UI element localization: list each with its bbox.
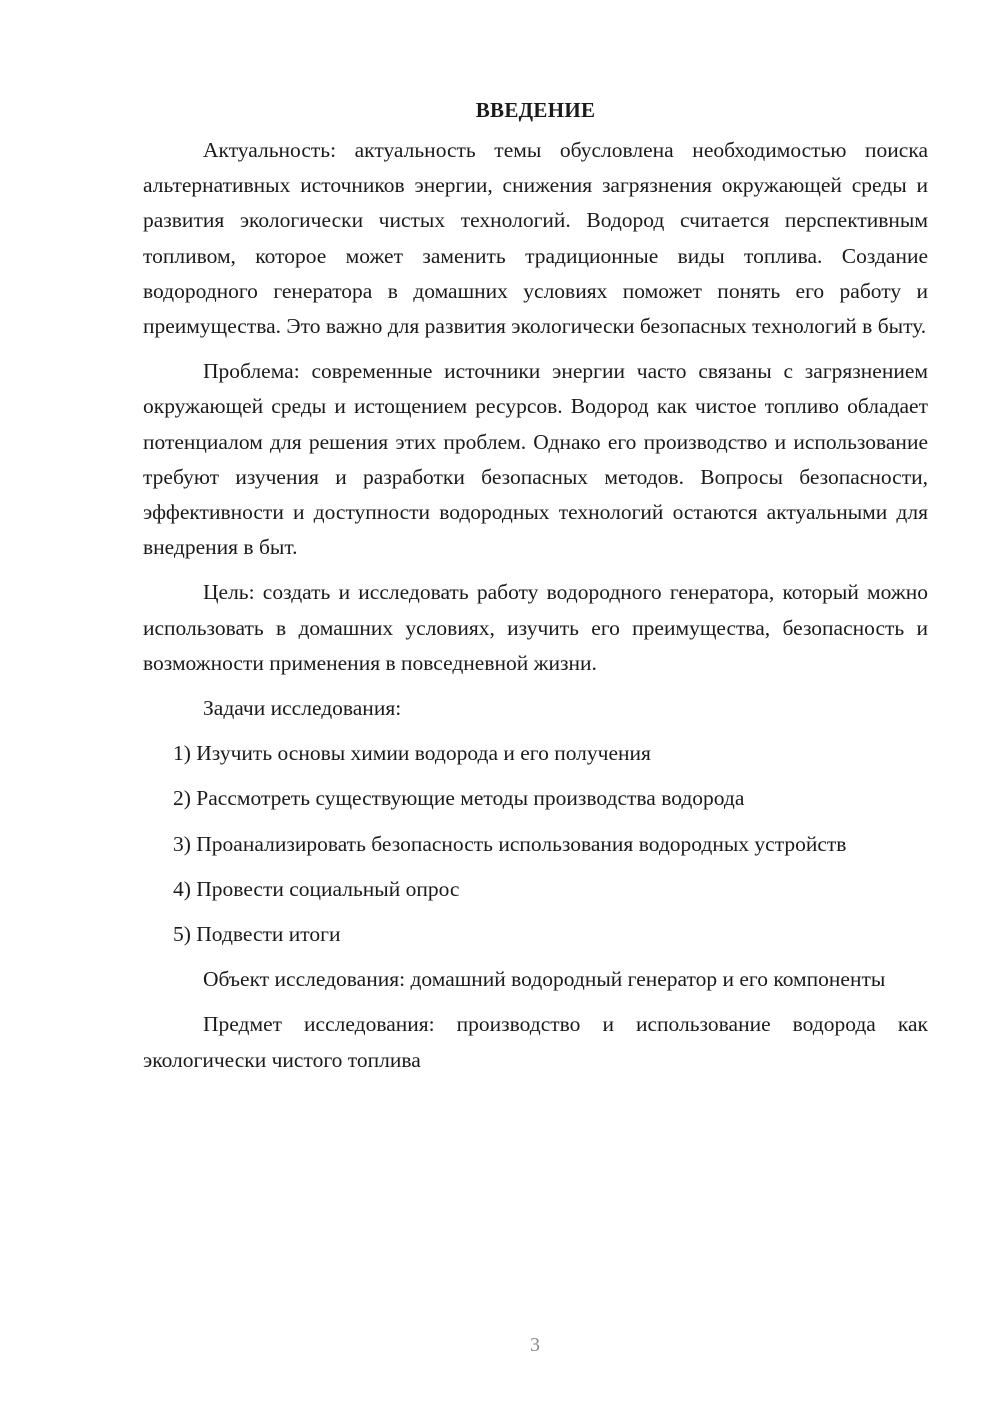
paragraph-relevance: Актуальность: актуальность темы обусловлена необходимостью поиска альтернативных источников энергии, снижения загрязнения окружающей среды и развития экологически чистых технологий. Водород считается перспективным топливом, которое может заменить традиционные виды топлива. Создание водородного генератора в домашних условиях поможет понять его работу и преимущества. Это важно для развития экологически безопасных технологий в быту. bbox=[143, 138, 928, 339]
page-content bbox=[143, 96, 928, 1088]
section-heading: ВВЕДЕНИЕ bbox=[475, 98, 596, 122]
paragraph-problem: Проблема: современные источники энергии часто связаны с загрязнением окружающей среды и истощением ресурсов. Водород как чистое топливо обладает потенциалом для решения этих проблем. Однако его производство и использование требуют изучения и разработки безопасных методов. Вопросы безопасности, эффективности и доступности водородных технологий остаются актуальными для внедрения в быт. bbox=[143, 359, 928, 560]
paragraph-goal: Цель: создать и исследовать работу водородного генератора, который можно использовать в домашних условиях, изучить его преимущества, безопасность и возможности применения в повседневной жизни. bbox=[143, 580, 928, 675]
task-item-1: 1) Изучить основы химии водорода и его получения bbox=[173, 741, 651, 766]
task-item-2: 2) Рассмотреть существующие методы производства водорода bbox=[173, 786, 745, 811]
task-item-3: 3) Проанализировать безопасность использования водородных устройств bbox=[173, 831, 847, 856]
page-number: 3 bbox=[530, 1334, 540, 1356]
paragraph-object: Объект исследования: домашний водородный генератор и его компоненты bbox=[203, 967, 886, 992]
tasks-title: Задачи исследования: bbox=[203, 696, 402, 721]
paragraph-subject: Предмет исследования: производство и использование водорода как экологически чистого топлива bbox=[143, 1012, 928, 1072]
task-item-4: 4) Провести социальный опрос bbox=[173, 876, 460, 901]
task-item-5: 5) Подвести итоги bbox=[173, 922, 341, 947]
